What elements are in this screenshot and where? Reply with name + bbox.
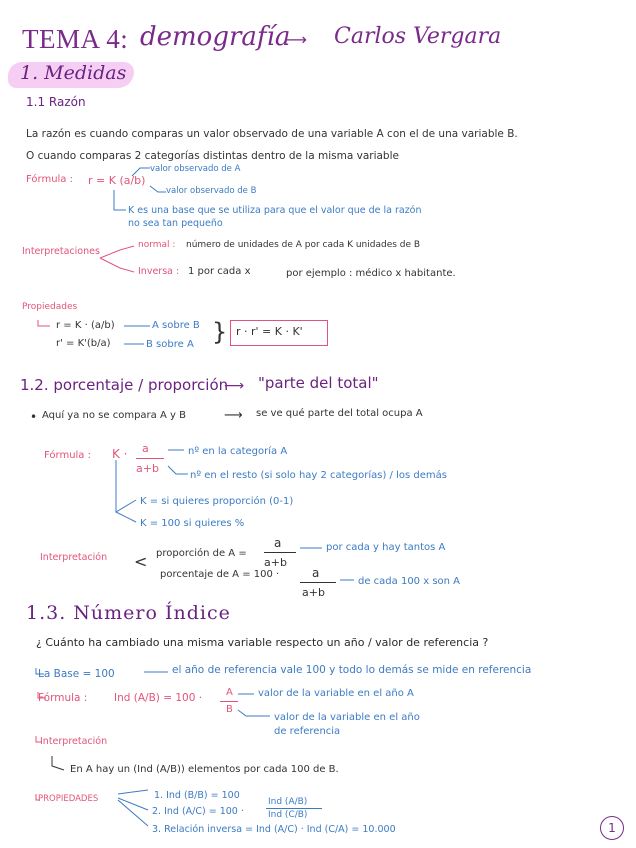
subsection-heading-porcentaje: 1.2. porcentaje / proporción [20,376,229,394]
definition-line-2: O cuando comparas 2 categorías distintas dentro de la misma variable [26,150,399,162]
base-text: La Base = 100 [38,668,115,680]
pct-frac-num: a [312,566,320,580]
author-name: Carlos Vergara [334,24,502,49]
formula-label: Fórmula : [26,174,73,185]
corner-prop [38,320,50,326]
prop-indice-2-num: Ind (A/B) [268,797,308,807]
porcentaje-line: porcentaje de A = 100 · [160,569,280,580]
arrow-right-icon: ⟶ [224,408,243,423]
prop-indice-2-den: Ind (C/B) [268,810,308,820]
indice-frac-num: A [226,687,233,698]
note-k-line-1: K es una base que se utiliza para que el valor que de la razón [128,205,422,216]
interp-inversa-example: por ejemplo : médico x habitante. [286,268,456,279]
note-denominator: nº en el resto (si solo hay 2 categorías) / los demás [190,470,447,481]
less-than-brace: < [134,552,148,571]
curly-brace: } [212,318,228,346]
topic-title: demografía [140,22,291,52]
indice-formula: Ind (A/B) = 100 · [114,692,203,704]
arrow-k-prop [116,460,136,512]
proporcion-note: por cada y hay tantos A [326,542,446,553]
arrow-note-b [238,710,270,716]
bullet-result: se ve qué parte del total ocupa A [256,408,423,419]
porcentaje-note: de cada 100 x son A [358,576,461,587]
prop-r: r = K · (a/b) [56,320,115,331]
bullet-dot: • [30,410,38,424]
note-valor-b: valor observado de B [166,186,257,196]
propiedades-indice-label: PROPIEDADES [38,794,99,804]
arrow-to-note-a [132,168,150,176]
prop-indice-3: 3. Relación inversa = Ind (A/C) · Ind (C/A) = 10.000 [152,824,396,835]
indice-note-a: valor de la variable en el año A [258,688,414,699]
corner-formula [38,692,46,698]
definition-line-1: La razón es cuando comparas un valor observado de una variable A con el de una variable B. [26,128,518,140]
interp-inversa-text: 1 por cada x [188,266,251,277]
fraction-denominator: a+b [136,462,159,475]
corner-base [36,668,44,674]
prop-r-prime-desc: B sobre A [146,339,194,350]
subsection-heading-razon: 1.1 Razón [26,95,86,109]
arrow-interp-normal [100,246,134,258]
indice-note-b1: valor de la variable en el año [274,712,420,723]
bullet-text: Aquí ya no se compara A y B [42,410,186,421]
interp-normal-text: número de unidades de A por cada K unidades de B [186,240,421,250]
note-valor-a: valor observado de A [150,164,241,174]
corner-interp-text [52,756,64,770]
base-note: el año de referencia vale 100 y todo lo demás se mide en referencia [172,664,532,676]
indice-question: ¿ Cuánto ha cambiado una misma variable respecto un año / valor de referencia ? [36,636,489,649]
interp-normal-label: normal : [138,240,176,250]
pct-frac-den: a+b [302,586,325,599]
prop-frac-num: a [274,536,282,550]
arrow-interp-inversa [100,258,134,272]
page-title: TEMA 4: [22,24,129,54]
note-k-line-2: no sea tan pequeño [128,218,223,229]
page-number: 1 [600,816,624,840]
arrow-note-den [168,466,188,474]
interp-inversa-label: Inversa : [138,266,180,277]
proporcion-line: proporción de A = [156,548,247,559]
corner-props [36,794,40,800]
indice-interp-text: En A hay un (Ind (A/B)) elementos por cada 100 de B. [70,764,339,775]
prop-indice-2: 2. Ind (A/C) = 100 · [152,806,244,817]
indice-note-b2: de referencia [274,726,341,737]
arrow-prop1 [118,790,148,794]
prop-r-prime: r' = K'(b/a) [56,338,111,349]
formula-label: Fórmula : [44,450,91,461]
note-numerator: nº en la categoría A [188,446,288,457]
indice-interp-label: Interpretación [40,736,108,747]
prop-box-text: r · r' = K · K' [236,325,303,338]
indice-frac-den: B [226,704,233,715]
corner-interp [36,736,42,742]
formula-k: K · [112,447,128,461]
arrow-to-note-k [114,190,126,210]
indice-formula-label: Fórmula : [38,692,88,704]
arrow-right-icon: ⟶ [284,30,307,49]
prop-indice-1: 1. Ind (B/B) = 100 [154,790,240,801]
fraction-numerator: a [142,442,149,455]
subsection-heading-indice: 1.3. Número Índice [26,602,231,624]
prop-frac-den: a+b [264,556,287,569]
formula-razon: r = K (a/b) [88,174,146,187]
prop-r-desc: A sobre B [152,320,200,331]
interpretaciones-label: Interpretaciones [22,246,100,257]
heading-note-parte-total: "parte del total" [258,374,379,392]
interpretacion-label: Interpretación [40,552,108,563]
arrow-right-icon: ⟶ [224,378,245,394]
k-porcentaje: K = 100 si quieres % [140,518,245,529]
arrow-k-pct [116,512,136,522]
k-proporcion: K = si quieres proporción (0-1) [140,496,294,507]
section-heading-medidas: 1. Medidas [20,62,127,84]
arrow-to-note-b [150,186,166,192]
propiedades-label: Propiedades [22,302,78,312]
